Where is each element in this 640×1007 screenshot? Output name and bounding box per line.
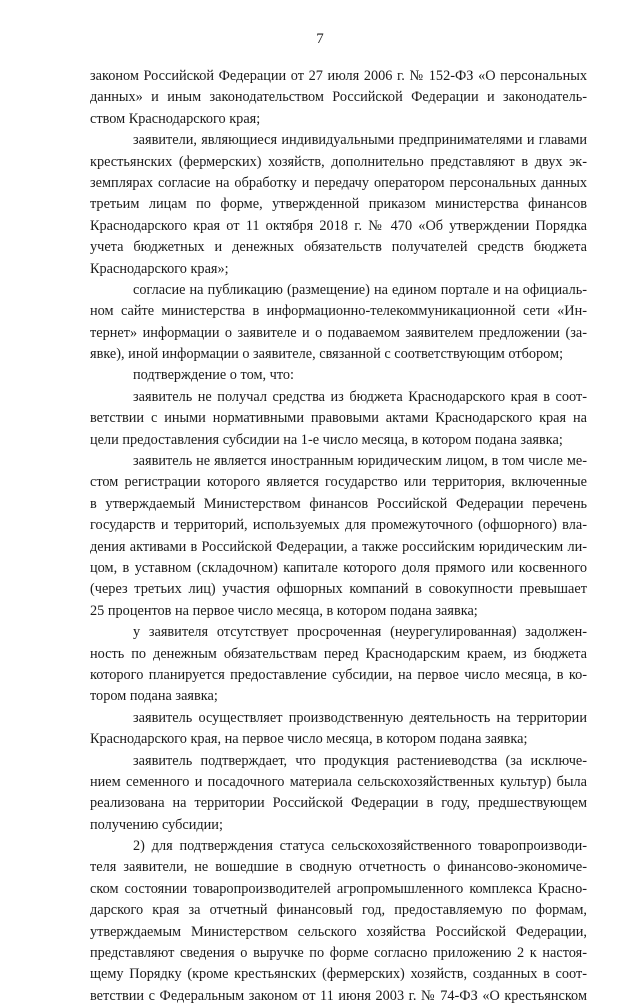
text-line: заявитель осуществляет производственную деятельность на территории [133, 709, 587, 726]
text-line: Краснодарского края от 11 октября 2018 г. № 470 «Об утверждении Порядка [90, 217, 587, 234]
text-line: учета бюджетных и денежных обязательств получателей средств бюджета [90, 239, 587, 256]
text-line: 2) для подтверждения статуса сельскохозяйственного товаропроизводи- [133, 838, 587, 855]
text-line: тором подана заявка; [90, 688, 218, 705]
text-line: ском состоянии товаропроизводителей агропромышленного комплекса Красно- [90, 880, 587, 897]
text-line: земплярах согласие на обработку и передачу оператором персональных данных [90, 174, 587, 191]
text-line: тернет» информации о заявителе и о подаваемом заявителем предложении (за- [90, 324, 587, 341]
text-line: ветствии с иными нормативными правовыми актами Краснодарского края на [90, 410, 587, 427]
text-line: ветствии с Федеральным законом от 11 июня 2003 г. № 74-ФЗ «О крестьянском [90, 987, 587, 1004]
text-line: представляют сведения о выручке по форме согласно приложению 2 к настоя- [90, 945, 587, 962]
text-line: щему Порядку (кроме крестьянских (фермерских) хозяйств, созданных в соот- [90, 966, 587, 983]
text-line: нием семенного и посадочного материала сельскохозяйственных культур) была [90, 773, 587, 790]
text-line: подтверждение о том, что: [133, 367, 295, 384]
text-line: заявители, являющиеся индивидуальными предпринимателями и главами [133, 132, 587, 149]
text-line: согласие на публикацию (размещение) на едином портале и на официаль- [133, 281, 587, 298]
text-line: заявитель не является иностранным юридическим лицом, в том числе ме- [133, 453, 587, 470]
text-line: данных» и иным законодательством Российской Федерации и законодатель- [90, 89, 587, 106]
text-line: реализована на территории Российской Федерации в году, предшествующем [90, 795, 587, 812]
text-line: государств и территорий, используемых для промежуточного (офшорного) вла- [90, 517, 587, 534]
text-line: явке), иной информации о заявителе, связанной с соответствующим отбором; [90, 346, 564, 363]
text-line: утверждаемым Министерством сельского хозяйства Российской Федерации, [90, 923, 587, 940]
text-line: законом Российской Федерации от 27 июля 2006 г. № 152-ФЗ «О персональных [90, 68, 587, 84]
text-line: цели предоставления субсидии на 1-е число месяца, в котором подана заявка; [90, 431, 563, 448]
text-line: ством Краснодарского края; [90, 110, 261, 127]
text-line: 25 процентов на первое число месяца, в котором подана заявка; [90, 602, 478, 619]
text-line: у заявителя отсутствует просроченная (неурегулированная) задолжен- [133, 624, 587, 641]
text-line: Краснодарского края, на первое число месяца, в котором подана заявка; [90, 731, 528, 748]
document-body [90, 66, 587, 1007]
text-line: ность по денежным обязательствам перед Краснодарским краем, из бюджета [90, 645, 587, 662]
text-line: крестьянских (фермерских) хозяйств, дополнительно представляют в двух эк- [90, 153, 587, 170]
text-line: получению субсидии; [90, 816, 223, 833]
text-line: Краснодарского края»; [90, 260, 229, 277]
text-line: заявитель не получал средства из бюджета Краснодарского края в соот- [133, 388, 587, 405]
text-line: цом, в уставном (складочном) капитале которого доля прямого или косвенного [90, 559, 587, 576]
text-line: (через третьих лиц) участия офшорных компаний в совокупности превышает [90, 581, 587, 598]
text-line: стом регистрации которого является государство или территория, включенные [90, 474, 587, 491]
text-line: в утверждаемый Министерством финансов Российской Федерации перечень [90, 495, 587, 512]
text-line: дарского края за отчетный финансовый год, предоставляемую по формам, [90, 902, 587, 919]
page-number: 7 [316, 31, 324, 47]
text-line: теля заявители, не вошедшие в сводную отчетность о финансово-экономиче- [90, 859, 587, 876]
text-line: заявитель подтверждает, что продукция растениеводства (за исключе- [133, 752, 587, 769]
text-line: дения активами в Российской Федерации, а также российским юридическим ли- [90, 538, 587, 555]
text-line: третьим лицам по форме, утвержденной приказом министерства финансов [90, 196, 587, 213]
text-line: ном сайте министерства в информационно-телекоммуникационной сети «Ин- [90, 303, 587, 320]
text-line: которого планируется предоставление субсидии, на первое число месяца, в ко- [90, 666, 587, 683]
